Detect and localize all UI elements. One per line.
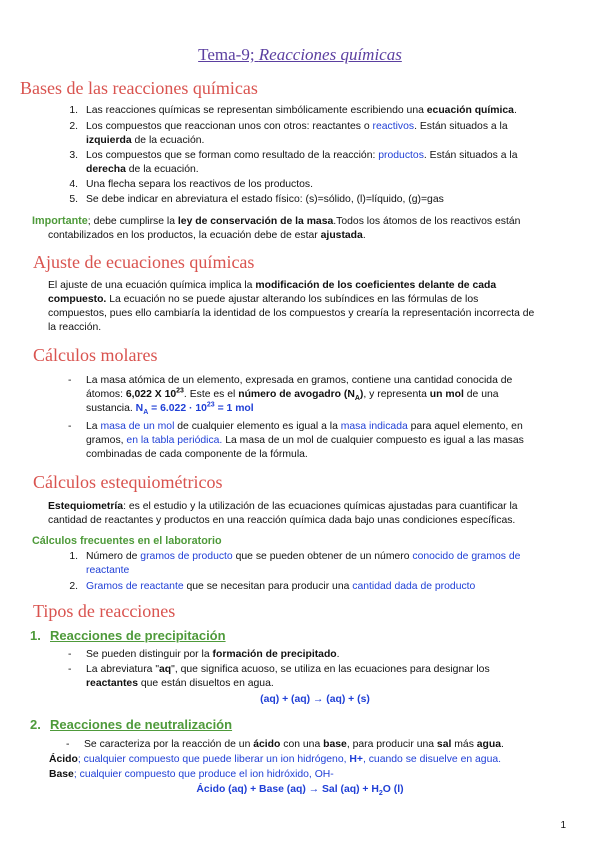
reaction-2-number: 2. [30,717,41,732]
bullet-aq: La abreviatura "aq", que significa acuoso, se utiliza en las ecuaciones para designar los reactantes que están disueltos en agua. [86,664,490,689]
equation-neutralizacion: Ácido (aq) + Base (aq) → Sal $(aq) + H_2O$ (l) [196,784,404,798]
subheading-calculos-frecuentes: Cálculos frecuentes en el laboratorio [32,535,222,547]
heading-estequiometricos: Cálculos estequiométricos [33,472,223,492]
reaction-1-title: Reacciones de precipitación [50,628,226,643]
list-item: Número de gramos de producto que se pueden obtener de un número conocido de gramos de reactante [86,551,521,576]
list-item: Las reacciones químicas se representan simbólicamente escribiendo una ecuación química. [86,105,517,116]
paragraph-ajuste: El ajuste de una ecuación química implica la modificación de los coeficientes delante de cada compuesto. La ecuación no se puede ajustar alterando los subíndices en las fórmulas de los compuestos, pues ello cambiaría la identidad de los compuestos y crearía la representación incorrecta de la reacción. [48,280,535,333]
acid-definition: Ácido; cualquier compuesto que puede liberar un ion hidrógeno, H+, cuando se disuelve en agua. [49,754,502,765]
bullet-dash: - [68,649,72,660]
list-number: 3. [69,150,78,161]
list-number: 4. [69,179,78,190]
bullet-neutralizacion: Se caracteriza por la reacción de un ácido con una base, para producir una sal más agua. [84,739,504,750]
heading-bases: Bases de las reacciones químicas [20,78,258,98]
important-note: Importante; debe cumplirse la ley de conservación de la masa.Todos los átomos de los reactivos están [32,215,521,227]
bullet-precipitado: Se pueden distinguir por la formación de precipitado. [86,649,340,660]
list-item: Gramos de reactante que se necesitan para producir una cantidad dada de producto [86,581,476,592]
page-title: Tema-9; Reacciones químicas [198,45,402,64]
list-item: Se debe indicar en abreviatura el estado físico: (s)=sólido, (l)=líquido, (g)=gas [86,194,444,205]
bullet-dash: - [68,375,72,386]
page-number: 1 [560,820,566,831]
bullet-dash: - [66,739,70,750]
list-number: 1. [69,105,78,116]
base-definition: Base; cualquier compuesto que produce el ion hidróxido, OH- [49,769,334,780]
reaction-1-number: 1. [30,628,41,643]
heading-ajuste: Ajuste de ecuaciones químicas [33,252,255,272]
heading-tipos-reacciones: Tipos de reacciones [33,601,176,621]
list-number: 1. [69,551,78,562]
list-number: 5. [69,194,78,205]
bullet-dash: - [68,664,72,675]
list-item: Una flecha separa los reactivos de los productos. [86,179,313,190]
paragraph-estequiometria: Estequiometría: es el estudio y la utilización de las ecuaciones químicas ajustadas para cuantificar la cantidad de reactantes y productos en una reacción química dada bajo unas condiciones específicas. [48,501,518,526]
bullet-masa-mol: La masa de un mol de cualquier elemento es igual a la masa indicada para aquel elemento, en gramos, en la tabla periódica. La masa de un mol de cualquier compuesto es igual a las masas combinadas de cada componente de la fórmula. [86,421,524,460]
bullet-dash: - [68,421,72,432]
list-item: Los compuestos que reaccionan unos con otros: reactantes o reactivos. Están situados a la izquierda de la ecuación. [86,121,508,146]
important-note-cont: contabilizados en los productos, la ecuación debe de estar ajustada. [48,230,366,241]
list-number: 2. [69,581,78,592]
bullet-avogadro: La masa atómica de un elemento, expresada en gramos, contiene una cantidad conocida de átomos: 6,022 X $10^{23}$. Este es el número de avogadro $(N_A)$, y representa un mol de una sustancia. $N_A = 6.022 \cdot 10^{23} = 1$ mol [86,375,513,417]
equation-precipitacion: (aq) + (aq) → (aq) + (s) [260,694,370,705]
heading-calculos-molares: Cálculos molares [33,345,158,365]
list-item: Los compuestos que se forman como resultado de la reacción: productos. Están situados a la derecha de la ecuación. [86,150,518,175]
list-number: 2. [69,121,78,132]
reaction-2-title: Reacciones de neutralización [50,717,233,732]
